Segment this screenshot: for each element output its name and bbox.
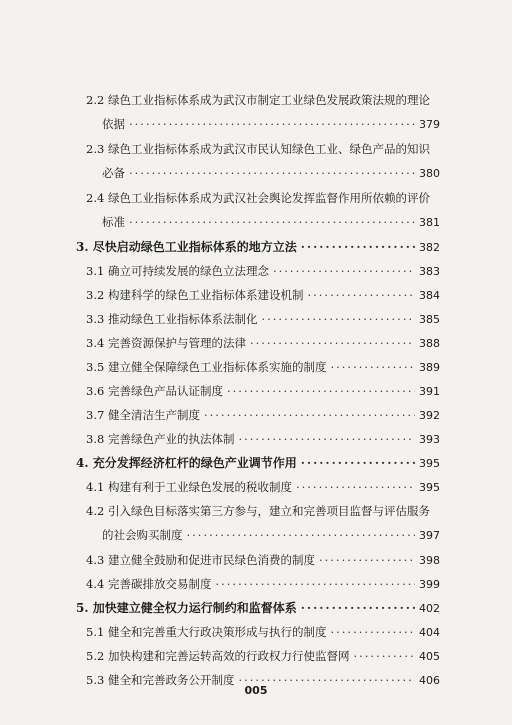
toc-entry-title-continuation: 标准 [102, 215, 125, 229]
dot-leader [261, 307, 415, 331]
toc-subsection-entry[interactable] [86, 403, 440, 427]
dot-leader [307, 283, 415, 307]
toc-entry-title: 4.2 引入绿色目标落实第三方参与，建立和完善项目监督与评估服务 [86, 504, 430, 518]
toc-page-number: 382 [419, 241, 440, 254]
toc-entry-title: 3.1 确立可持续发展的绿色立法理念 [86, 264, 269, 278]
toc-subsection-entry[interactable] [86, 283, 440, 307]
toc-entry-title-continuation: 依据 [102, 117, 125, 131]
toc-page-number: 402 [419, 602, 440, 615]
toc-entry-title: 3.5 建立健全保障绿色工业指标体系实施的制度 [86, 360, 327, 374]
toc-page-number: 392 [419, 409, 440, 422]
toc-entry-title: 5.1 健全和完善重大行政决策形成与执行的制度 [86, 625, 327, 639]
dot-leader [129, 210, 415, 234]
toc-subsection-entry[interactable] [86, 644, 440, 668]
dot-leader [187, 523, 416, 547]
toc-entry-title: 3.2 构建科学的绿色工业指标体系建设机制 [86, 288, 304, 302]
toc-page-number: 385 [419, 313, 440, 326]
dot-leader [301, 235, 415, 259]
toc-page-number: 389 [419, 361, 440, 374]
toc-subsection-entry[interactable] [86, 137, 440, 186]
dot-leader [301, 596, 415, 620]
dot-leader [204, 403, 415, 427]
toc-subsection-entry[interactable] [86, 355, 440, 379]
toc-page-number: 383 [419, 265, 440, 278]
dot-leader [319, 548, 415, 572]
dot-leader [238, 427, 415, 451]
toc-entry-title: 2.3 绿色工业指标体系成为武汉市民认知绿色工业、绿色产品的知识 [86, 142, 430, 156]
toc-section-entry[interactable] [76, 235, 440, 259]
toc-entry-title: 5.2 加快构建和完善运转高效的行政权力行使监督网 [86, 649, 350, 663]
dot-leader [330, 355, 415, 379]
toc-subsection-entry[interactable] [86, 379, 440, 403]
dot-leader [301, 451, 415, 475]
dot-leader [129, 112, 415, 136]
toc-subsection-entry[interactable] [86, 548, 440, 572]
toc-entry-title-continuation: 的社会购买制度 [102, 528, 183, 542]
toc-entry-title: 3.3 推动绿色工业指标体系法制化 [86, 312, 258, 326]
dot-leader [129, 161, 415, 185]
toc-page-number: 393 [419, 433, 440, 446]
toc-page-number: 395 [419, 457, 440, 470]
toc-entry-title: 3.6 完善绿色产品认证制度 [86, 384, 223, 398]
table-of-contents [0, 88, 512, 692]
toc-subsection-entry[interactable] [86, 259, 440, 283]
toc-entry-title: 3.8 完善绿色产业的执法体制 [86, 432, 235, 446]
dot-leader [330, 620, 415, 644]
toc-section-entry[interactable] [76, 451, 440, 475]
toc-page-number: 398 [419, 554, 440, 567]
toc-subsection-entry[interactable] [86, 427, 440, 451]
toc-page-number: 399 [419, 578, 440, 591]
toc-page-number: 397 [419, 529, 440, 542]
toc-page-number: 405 [419, 650, 440, 663]
toc-subsection-entry[interactable] [86, 88, 440, 137]
toc-entry-title: 5. 加快建立健全权力运行制约和监督体系 [76, 601, 297, 615]
toc-entry-title: 4. 充分发挥经济杠杆的绿色产业调节作用 [76, 456, 297, 470]
toc-entry-title-continuation: 必备 [102, 166, 125, 180]
toc-page-number: 388 [419, 337, 440, 350]
dot-leader [273, 259, 415, 283]
toc-page-number: 406 [419, 674, 440, 687]
toc-entry-title: 3.7 健全清洁生产制度 [86, 408, 200, 422]
dot-leader [353, 644, 415, 668]
dot-leader [215, 572, 415, 596]
toc-page-number: 404 [419, 626, 440, 639]
toc-page-number: 381 [419, 216, 440, 229]
toc-subsection-entry[interactable] [86, 620, 440, 644]
toc-page-number: 379 [419, 118, 440, 131]
toc-subsection-entry[interactable] [86, 499, 440, 548]
toc-entry-title: 2.2 绿色工业指标体系成为武汉市制定工业绿色发展政策法规的理论 [86, 93, 430, 107]
toc-subsection-entry[interactable] [86, 331, 440, 355]
toc-entry-title: 4.4 完善碳排放交易制度 [86, 577, 212, 591]
toc-entry-title: 3.4 完善资源保护与管理的法律 [86, 336, 246, 350]
toc-subsection-entry[interactable] [86, 475, 440, 499]
dot-leader [250, 331, 415, 355]
toc-page-number: 391 [419, 385, 440, 398]
toc-entry-title: 3. 尽快启动绿色工业指标体系的地方立法 [76, 240, 297, 254]
toc-page-number: 384 [419, 289, 440, 302]
toc-entry-title: 4.1 构建有利于工业绿色发展的税收制度 [86, 480, 292, 494]
toc-entry-title: 2.4 绿色工业指标体系成为武汉社会舆论发挥监督作用所依赖的评价 [86, 191, 430, 205]
toc-entry-title: 4.3 建立健全鼓励和促进市民绿色消费的制度 [86, 553, 315, 567]
toc-subsection-entry[interactable] [86, 186, 440, 235]
dot-leader [227, 379, 415, 403]
toc-page-number: 380 [419, 167, 440, 180]
toc-subsection-entry[interactable] [86, 307, 440, 331]
page-number: 005 [244, 684, 268, 697]
toc-subsection-entry[interactable] [86, 572, 440, 596]
toc-section-entry[interactable] [76, 596, 440, 620]
toc-entry-title: 5.3 健全和完善政务公开制度 [86, 673, 235, 687]
toc-page-number: 395 [419, 481, 440, 494]
dot-leader [296, 475, 415, 499]
